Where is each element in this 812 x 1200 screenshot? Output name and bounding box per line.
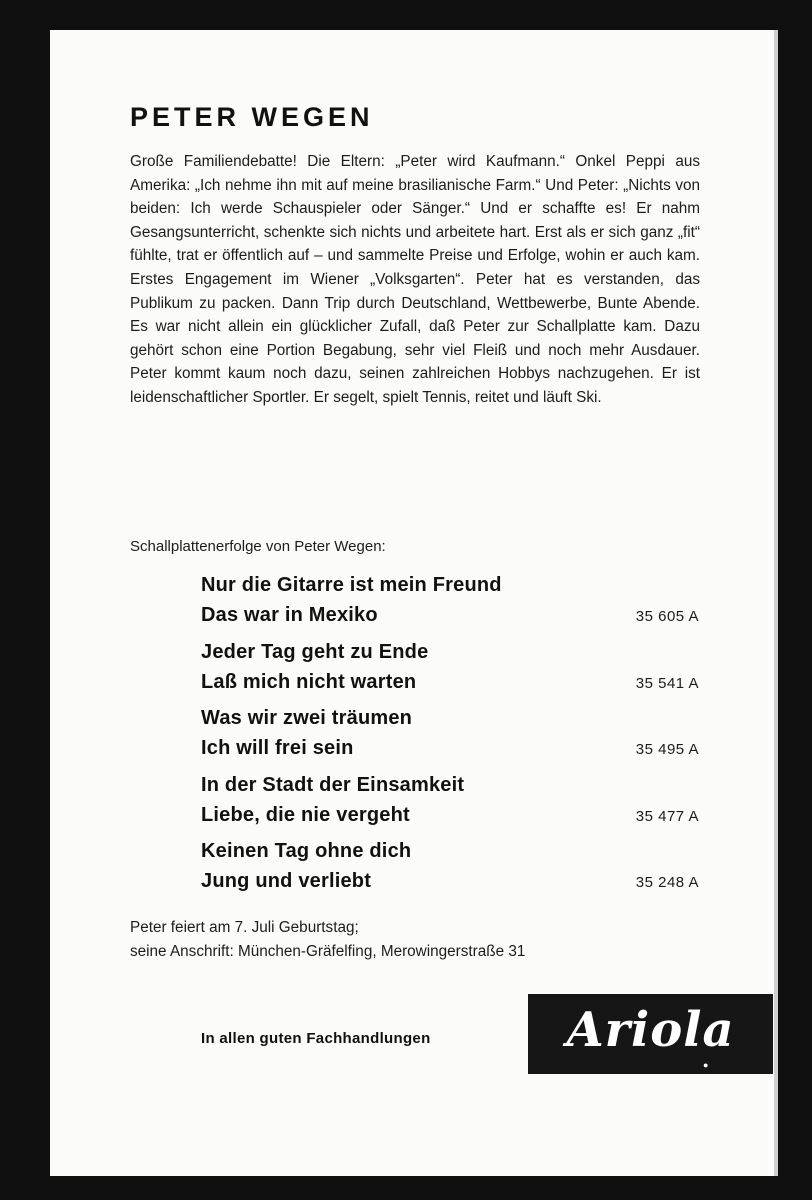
record-a-side: In der Stadt der Einsamkeit xyxy=(201,773,465,796)
record-number: 35 495 A xyxy=(635,741,699,758)
record-number: 35 477 A xyxy=(635,807,699,825)
record-item xyxy=(201,637,701,704)
record-b-side: Laß mich nicht warten xyxy=(201,670,417,693)
record-item xyxy=(201,570,701,637)
record-item xyxy=(201,770,701,837)
logo-wordmark: Ariola xyxy=(566,1002,735,1058)
address-line: seine Anschrift: München-Gräfelfing, Merowingerstraße 31 xyxy=(130,942,526,960)
record-number: 35 248 A xyxy=(635,874,699,891)
record-b-side: Das war in Mexiko xyxy=(201,604,378,626)
record-number: 35 541 A xyxy=(635,674,699,692)
record-a-side: Nur die Gitarre ist mein Freund xyxy=(201,574,502,596)
page-card xyxy=(50,30,778,1176)
record-a-side: Was wir zwei träumen xyxy=(201,707,413,729)
record-a-side: Jeder Tag geht zu Ende xyxy=(201,640,429,663)
record-item xyxy=(201,836,701,903)
record-list xyxy=(201,570,701,903)
record-b-side: Ich will frei sein xyxy=(201,737,354,759)
record-a-side: Keinen Tag ohne dich xyxy=(201,840,412,862)
records-intro: Schallplattenerfolge von Peter Wegen: xyxy=(130,538,386,555)
registered-mark-icon: ● xyxy=(703,1060,709,1070)
birthday-address xyxy=(130,916,730,963)
record-b-side: Jung und verliebt xyxy=(201,870,372,892)
record-item xyxy=(201,703,701,770)
record-number: 35 605 A xyxy=(635,608,699,625)
retailer-note: In allen guten Fachhandlungen xyxy=(201,1030,431,1047)
record-b-side: Liebe, die nie vergeht xyxy=(201,803,410,826)
ariola-logo xyxy=(528,994,773,1074)
page-title: PETER WEGEN xyxy=(130,102,374,132)
biography-text: Große Familiendebatte! Die Eltern: „Peter wird Kaufmann.“ Onkel Peppi aus Amerika: „Ich nehme ihn mit auf meine brasilianische Farm.“ Und Peter: „Nichts von beiden: Ich werde Schauspieler oder Sänger.“ Und er schaffte es! Er nahm Gesangsunterricht, schenkte sich nichts und arbeitete hart. Erst als er sich ganz „fit“ fühlte, trat er öffentlich auf – und sammelte Preise und Erfolge, wohin er auch kam. Erstes Engagement im Wiener „Volksgarten“. Peter hat es verstanden, das Publikum zu packen. Dann Trip durch Deutschland, Wettbewerbe, Bunte Abende. Es war nicht allein ein glücklicher Zufall, daß Peter zur Schallplatte kam. Dazu gehört schon eine Portion Begabung, sehr viel Fleiß und noch mehr Ausdauer. Peter kommt kaum noch dazu, seinen zahlreichen Hobbys nachzugehen. Er ist leidenschaftlicher Sportler. Er segelt, spielt Tennis, reitet und läuft Ski. xyxy=(130,153,700,406)
birthday-line: Peter feiert am 7. Juli Geburtstag; xyxy=(130,919,359,936)
